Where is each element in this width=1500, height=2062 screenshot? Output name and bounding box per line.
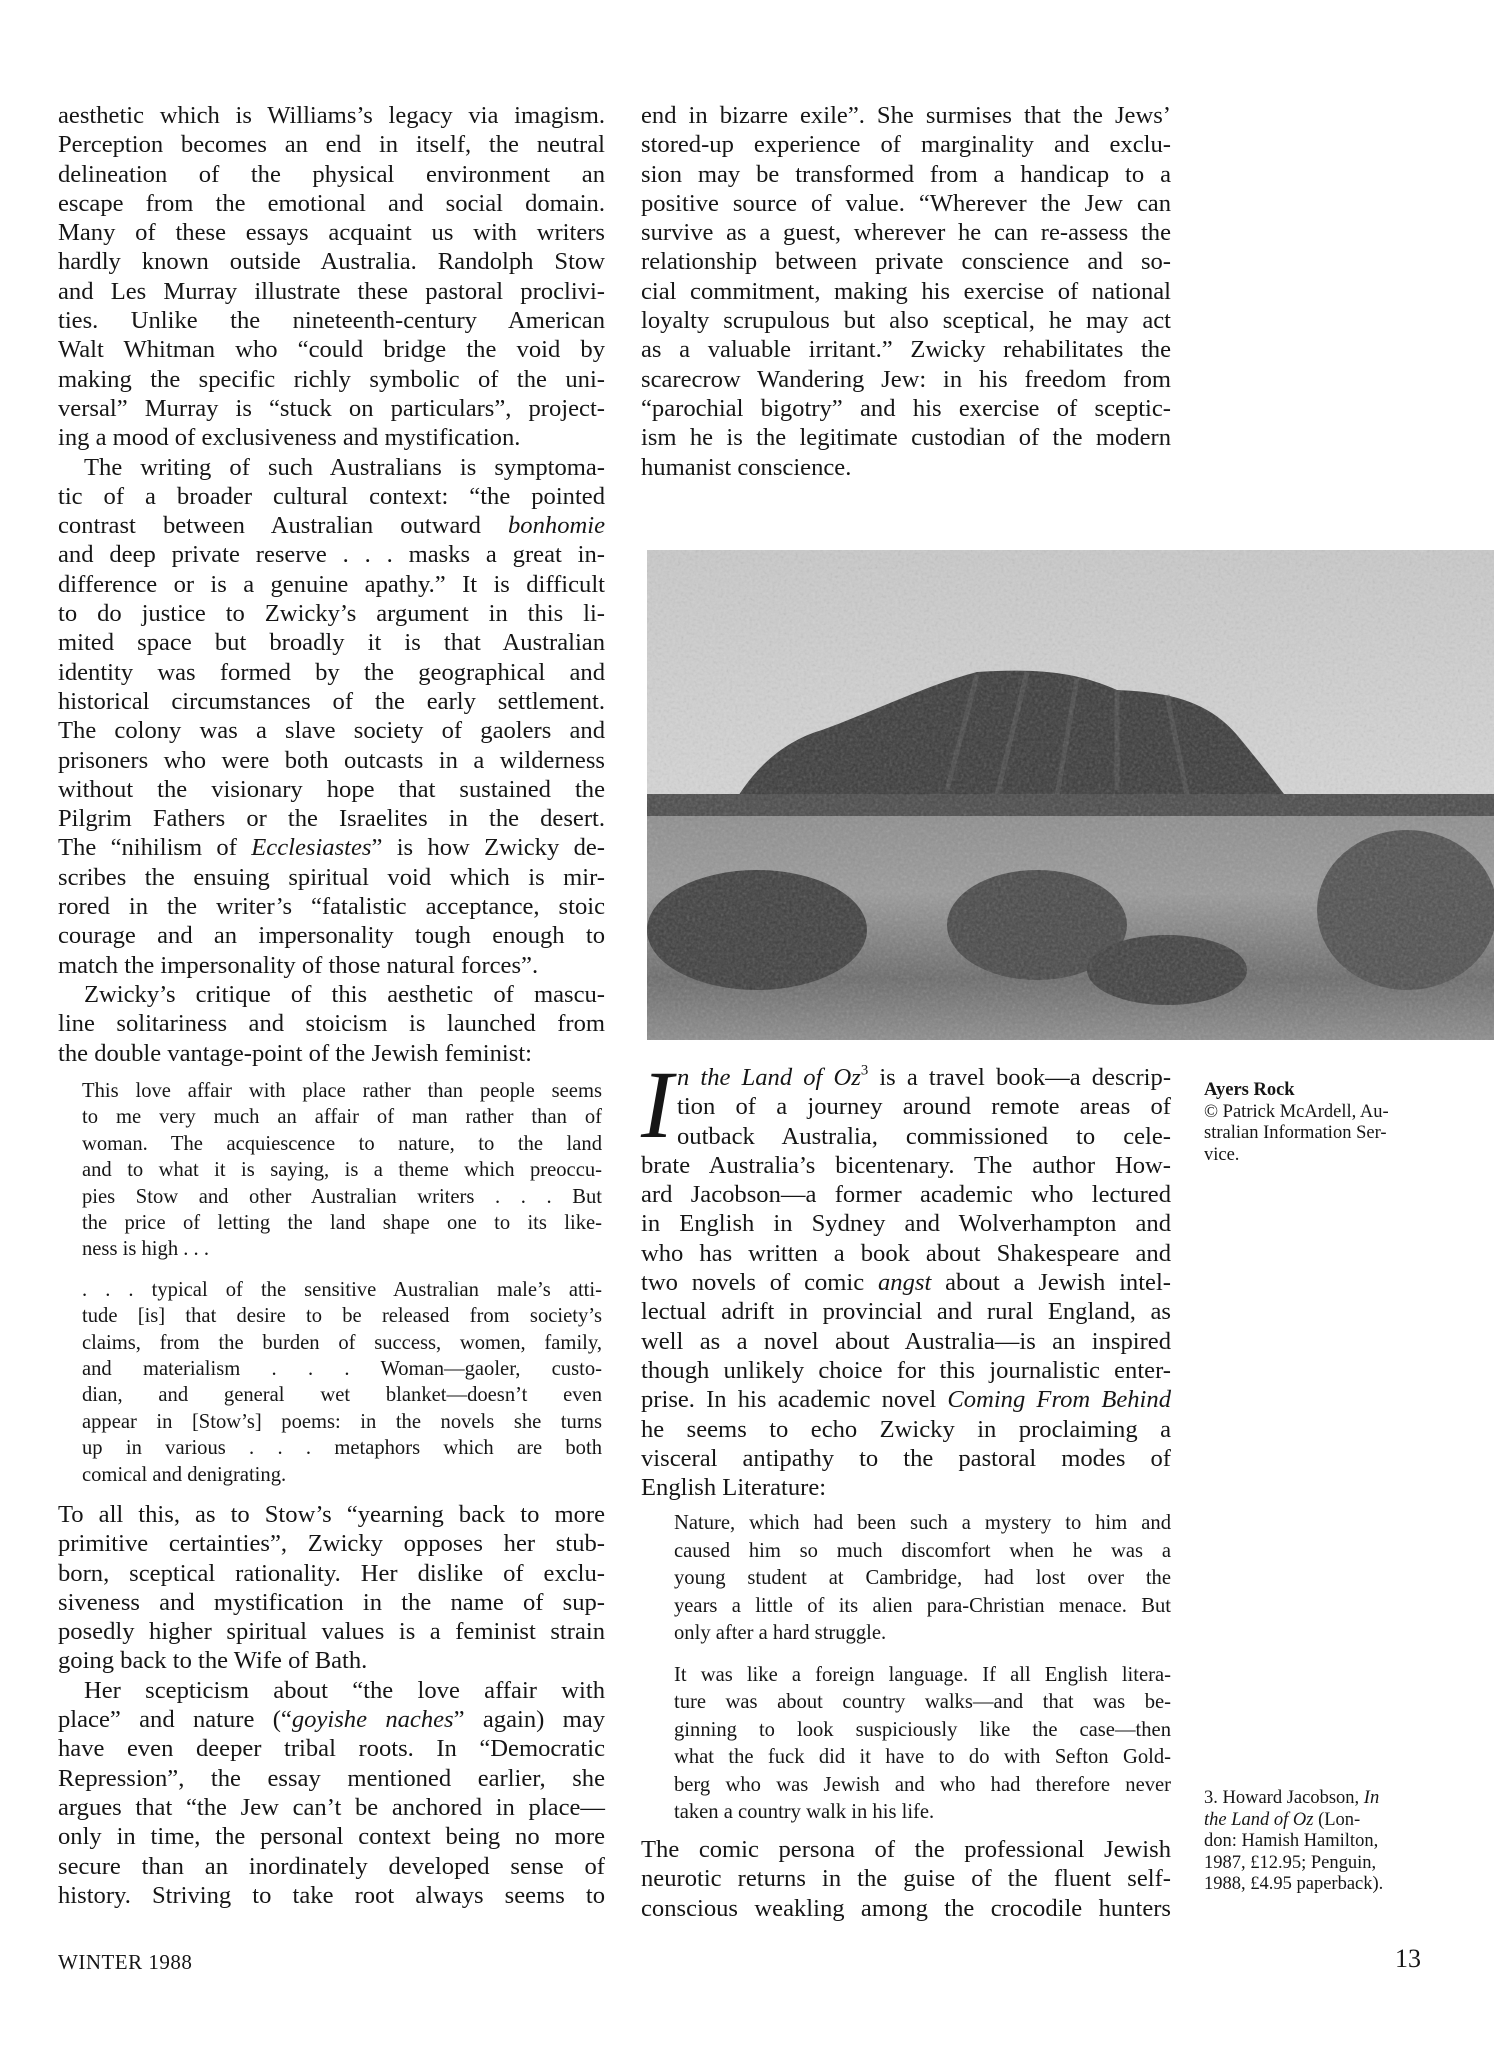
- footnote-line: 1987, £12.95; Penguin,: [1204, 1852, 1377, 1873]
- text-line: Walt Whitman who “could bridge the void by: [58, 336, 605, 364]
- text-line: lectual adrift in provincial and rural England, as: [641, 1298, 1171, 1326]
- left-column-text-lower: [58, 1500, 605, 1910]
- text-line: secure than an inordinately developed sense of: [58, 1852, 605, 1880]
- text-line: pies Stow and other Australian writers . . . But: [82, 1185, 602, 1208]
- text-line: difference or is a genuine apathy.” It is difficult: [58, 570, 605, 598]
- text-run: (Lon-: [1313, 1809, 1361, 1830]
- text-line: It was like a foreign language. If all English litera-: [674, 1663, 1171, 1686]
- text-line: scribes the ensuing spiritual void which is mir-: [58, 863, 605, 891]
- text-line: Many of these essays acquaint us with writers: [58, 219, 605, 247]
- text-line: ard Jacobson—a former academic who lectured: [641, 1181, 1171, 1209]
- text-line: visceral antipathy to the pastoral modes of: [641, 1444, 1171, 1472]
- text-line: humanist conscience.: [641, 453, 852, 481]
- text-line: berg who was Jewish and who had therefore never: [674, 1773, 1171, 1796]
- text-line: loyalty scrupulous but also sceptical, he may act: [641, 307, 1171, 335]
- caption-title: Ayers Rock: [1204, 1080, 1295, 1100]
- text-line: ties. Unlike the nineteenth-century American: [58, 307, 605, 335]
- text-line: only after a hard struggle.: [674, 1622, 887, 1645]
- text-line: and materialism . . . Woman—gaoler, custo-: [82, 1358, 602, 1381]
- right-column-text-lower: [641, 1835, 1171, 1923]
- footnote-line: 1988, £4.95 paperback).: [1204, 1874, 1384, 1895]
- text-line: aesthetic which is Williams’s legacy via imagism.: [58, 102, 605, 129]
- italic-text: goyishe naches: [291, 1706, 454, 1734]
- text-line: in English in Sydney and Wolverhampton and: [641, 1210, 1171, 1238]
- footnote-line: [1204, 1810, 1414, 1832]
- italic-text: the Land of Oz: [1204, 1809, 1314, 1830]
- text-line: relationship between private conscience and so-: [641, 248, 1171, 276]
- caption-credit-line: stralian Information Ser-: [1204, 1123, 1387, 1143]
- text-run: contrast between Australian outward: [58, 512, 508, 540]
- text-line: This love affair with place rather than people seems: [82, 1080, 602, 1102]
- text-line: well as a novel about Australia—is an inspired: [641, 1327, 1171, 1355]
- text-line: woman. The acquiescence to nature, to the land: [82, 1132, 602, 1155]
- text-line: mited space but broadly it is that Australian: [58, 629, 605, 657]
- text-line: dian, and general wet blanket—doesn’t even: [82, 1384, 602, 1407]
- text-run: is a travel book—a descrip-: [868, 1064, 1172, 1091]
- text-line: appear in [Stow’s] poems: in the novels she turns: [82, 1410, 602, 1433]
- right-column-jacobson-text: [641, 1051, 1172, 1502]
- text-line: Nature, which had been such a mystery to him and: [674, 1512, 1171, 1535]
- text-line: delineation of the physical environment an: [58, 160, 605, 188]
- text-line: posedly higher spiritual values is a feminist strain: [58, 1618, 605, 1646]
- text-line: outback Australia, commissioned to cele-: [677, 1122, 1171, 1150]
- text-line: primitive certainties”, Zwicky opposes her stub-: [58, 1530, 605, 1558]
- text-line: and Les Murray illustrate these pastoral proclivi-: [58, 277, 605, 305]
- block-quote-jacobson: [674, 1510, 1171, 1827]
- text-line: prisoners who were both outcasts in a wilderness: [58, 746, 605, 774]
- text-line: siveness and mystification in the name of sup-: [58, 1588, 605, 1616]
- text-line: though unlikely choice for this journalistic enter-: [641, 1356, 1171, 1384]
- text-line: identity was formed by the geographical and: [58, 658, 605, 686]
- text-line: positive source of value. “Wherever the Jew can: [641, 189, 1171, 217]
- text-line: without the visionary hope that sustained the: [58, 775, 605, 803]
- text-line: escape from the emotional and social domain.: [58, 189, 605, 217]
- text-line: ness is high . . .: [82, 1238, 210, 1261]
- text-line: Her scepticism about “the love affair with: [84, 1676, 605, 1704]
- text-line: [641, 1385, 1171, 1414]
- text-line: young student at Cambridge, had lost over the: [674, 1567, 1171, 1590]
- text-line: the price of letting the land shape one to its like-: [82, 1212, 602, 1235]
- text-line: versal” Murray is “stuck on particulars”, project-: [58, 394, 605, 422]
- text-line: comical and denigrating.: [82, 1463, 287, 1486]
- text-line: conscious weakling among the crocodile hunters: [641, 1894, 1171, 1922]
- text-line: . . . typical of the sensitive Australian male’s atti-: [82, 1278, 602, 1301]
- text-line: going back to the Wife of Bath.: [58, 1647, 368, 1675]
- text-line: the double vantage-point of the Jewish feminist:: [58, 1039, 533, 1067]
- text-line: [641, 1063, 1171, 1092]
- text-line: The comic persona of the professional Jewish: [641, 1835, 1171, 1863]
- text-run: place” and nature (“: [58, 1706, 292, 1734]
- text-line: who has written a book about Shakespeare and: [641, 1239, 1171, 1267]
- issue-label: WINTER 1988: [58, 1950, 193, 1974]
- italic-text: bonhomie: [508, 512, 605, 540]
- text-line: only in time, the personal context being no more: [58, 1823, 605, 1851]
- text-line: tude [is] that desire to be released from society’s: [82, 1305, 602, 1328]
- text-line: ing a mood of exclusiveness and mystification.: [58, 424, 521, 452]
- text-line: Zwicky’s critique of this aesthetic of mascu-: [84, 980, 605, 1008]
- text-line: making the specific richly symbolic of the uni-: [58, 365, 605, 393]
- text-line: [58, 511, 605, 540]
- text-line: brate Australia’s bicentenary. The author How-: [641, 1151, 1171, 1179]
- right-column-text: [641, 101, 1171, 482]
- text-run: 3. Howard Jacobson,: [1204, 1788, 1364, 1808]
- footnote: [1204, 1788, 1414, 1896]
- right-column-lower-flow: [641, 1051, 1172, 1923]
- italic-text: Coming From Behind: [947, 1386, 1171, 1414]
- text-line: what the fuck did it have to do with Sefton Gold-: [674, 1746, 1171, 1769]
- text-line: sion may be transformed from a handicap to a: [641, 160, 1171, 188]
- text-line: line solitariness and stoicism is launched from: [58, 1010, 605, 1038]
- text-line: “parochial bigotry” and his exercise of sceptic-: [641, 394, 1171, 422]
- text-line: he seems to echo Zwicky in proclaiming a: [641, 1415, 1171, 1443]
- text-run: ” is how Zwicky de-: [371, 834, 605, 862]
- text-line: ism he is the legitimate custodian of the modern: [641, 424, 1171, 452]
- italic-text: In: [1363, 1788, 1380, 1808]
- text-line: neurotic returns in the guise of the fluent self-: [641, 1865, 1171, 1893]
- text-line: Pilgrim Fathers or the Israelites in the desert.: [58, 805, 605, 833]
- text-run: prise. In his academic novel: [641, 1386, 948, 1414]
- text-line: rored in the writer’s “fatalistic acceptance, stoic: [58, 893, 605, 921]
- text-line: have even deeper tribal roots. In “Democratic: [58, 1735, 605, 1763]
- footnote-line: [1204, 1788, 1414, 1810]
- text-line: cial commitment, making his exercise of national: [641, 277, 1171, 305]
- text-line: history. Striving to take root always seems to: [58, 1881, 605, 1909]
- text-line: born, sceptical rationality. Her dislike of exclu-: [58, 1559, 605, 1587]
- text-line: to do justice to Zwicky’s argument in this li-: [58, 600, 605, 628]
- text-line: The writing of such Australians is symptoma-: [84, 453, 605, 481]
- caption-credit-line: © Patrick McArdell, Au-: [1204, 1101, 1389, 1122]
- text-line: up in various . . . metaphors which are both: [82, 1437, 602, 1460]
- text-line: ture was about country walks—and that was be-: [674, 1691, 1171, 1714]
- text-line: English Literature:: [641, 1474, 827, 1502]
- text-line: stored-up experience of marginality and exclu-: [641, 131, 1171, 159]
- text-line: To all this, as to Stow’s “yearning back to more: [58, 1501, 605, 1528]
- text-line: Perception becomes an end in itself, the neutral: [58, 131, 605, 159]
- page-number: 13: [1395, 1944, 1421, 1973]
- text-line: argues that “the Jew can’t be anchored in place—: [58, 1793, 605, 1821]
- text-run: ” again) may: [453, 1706, 605, 1734]
- footnote-reference: 3: [860, 1062, 869, 1079]
- text-line: match the impersonality of those natural forces”.: [58, 951, 539, 979]
- text-line: ginning to look suspiciously like the case—then: [674, 1718, 1171, 1741]
- text-line: and deep private reserve . . . masks a great in-: [58, 541, 605, 569]
- italic-text: angst: [877, 1269, 932, 1297]
- text-line: taken a country walk in his life.: [674, 1801, 935, 1824]
- block-quote-zwicky: [82, 1078, 602, 1488]
- text-line: survive as a guest, wherever he can re-assess the: [641, 219, 1171, 247]
- footnote-line: don: Hamish Hamilton,: [1204, 1831, 1379, 1852]
- text-run: about a Jewish intel-: [931, 1269, 1171, 1297]
- left-column-text: [58, 101, 605, 1068]
- text-line: tion of a journey around remote areas of: [677, 1093, 1171, 1121]
- text-line: [58, 833, 605, 862]
- italic-text: n the Land of Oz: [677, 1064, 861, 1091]
- text-run: The “nihilism of: [58, 834, 252, 862]
- text-line: [58, 1705, 605, 1734]
- text-line: scarecrow Wandering Jew: in his freedom from: [641, 365, 1171, 393]
- text-line: [641, 1268, 1171, 1297]
- text-line: claims, from the burden of success, women, family,: [82, 1331, 602, 1354]
- text-line: to me very much an affair of man rather than of: [82, 1106, 602, 1129]
- text-line: years a little of its alien para-Christian menace. But: [674, 1594, 1171, 1617]
- text-line: Repression”, the essay mentioned earlier, she: [58, 1764, 605, 1792]
- caption-credit-line: vice.: [1204, 1144, 1240, 1165]
- text-run: two novels of comic: [641, 1269, 878, 1297]
- text-line: as a valuable irritant.” Zwicky rehabilitates the: [641, 336, 1171, 364]
- text-line: caused him so much discomfort when he was a: [674, 1539, 1171, 1562]
- text-line: end in bizarre exile”. She surmises that the Jews’: [641, 102, 1171, 129]
- text-line: historical circumstances of the early settlement.: [58, 687, 605, 715]
- drop-cap: I: [641, 1051, 673, 1158]
- photo-caption: [1204, 1080, 1404, 1166]
- text-line: tic of a broader cultural context: “the pointed: [58, 482, 605, 510]
- text-line: and to what it is saying, is a theme which preoccu-: [82, 1159, 602, 1182]
- ayers-rock-photo: [647, 550, 1494, 1040]
- text-line: courage and an impersonality tough enough to: [58, 922, 605, 950]
- text-line: The colony was a slave society of gaolers and: [58, 717, 605, 745]
- italic-text: Ecclesiastes: [251, 834, 372, 862]
- text-line: hardly known outside Australia. Randolph Stow: [58, 248, 605, 276]
